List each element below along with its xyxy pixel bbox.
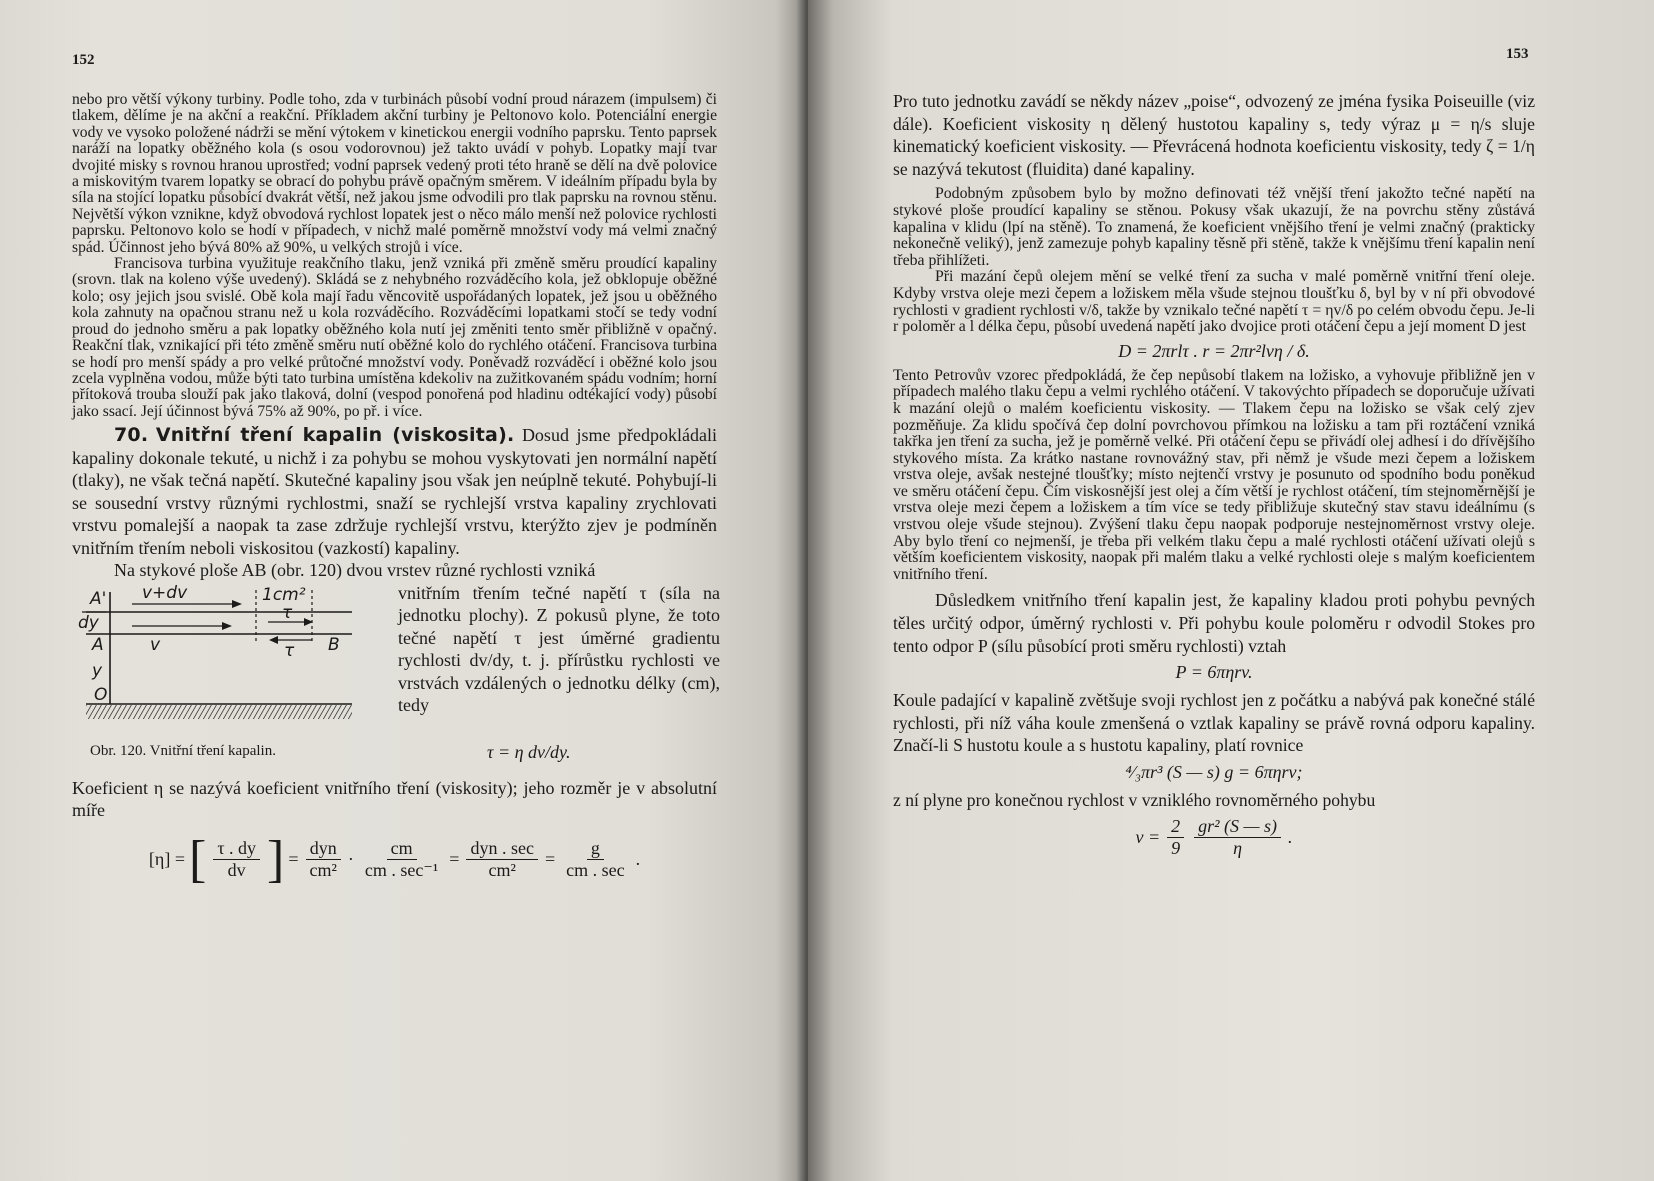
paragraph: Podobným způsobem bylo by možno definovati též vnější tření jakožto tečné napětí na stykové ploše proudící kapaliny se stěnou. Pokusy však ukazují, že na povrchu stěny zůstává kapalina v klidu (lpí na stěně). To znamená, že koeficient vnějšího tření je velmi značný (prakticky nekonečně veliký), jenž zamezuje pohyb kapaliny těsně při stěně, takže k vnějšímu tření kapalin není třeba přihlížeti. <box>893 185 1535 269</box>
label-v-dv: v+dv <box>142 582 188 603</box>
right-text-column <box>893 90 1535 859</box>
paragraph: Koule padající v kapalině zvětšuje svoji rychlost jen z počátku a nabývá pak konečné stálé rychlosti, při níž váha koule zmenšená o vztlak kapaliny se právě rovná odporu kapaliny. Značí-li S hustotu koule a s hustotu kapaliny, platí rovnice <box>893 690 1535 756</box>
fraction <box>562 838 628 881</box>
equals-sign: = <box>288 849 299 870</box>
equals-sign: = <box>544 849 556 870</box>
fraction-numerator: gr² (S — s) <box>1194 816 1281 838</box>
equation-ball: ⁴⁄₃πr³ (S — s) g = 6πηrv; <box>1125 762 1303 782</box>
fraction-numerator: dyn <box>306 838 341 860</box>
fraction-numerator: 2 <box>1167 816 1184 838</box>
fraction <box>1167 816 1184 859</box>
multiply-dot: · <box>347 849 354 870</box>
viscosity-diagram <box>72 582 372 732</box>
figure-block <box>72 582 720 777</box>
label-tau-bottom: τ <box>284 640 295 661</box>
eq-lhs: [η] = <box>148 849 185 870</box>
page-number: 153 <box>1506 46 1529 62</box>
dimension-equation <box>72 830 717 888</box>
label-a: A <box>92 634 104 655</box>
paragraph: Při mazání čepů olejem mění se velké tření za sucha v malé poměrně vnitřní tření oleje. Kdyby vrstva oleje mezi čepem a ložiskem měla všude stejnou tloušťku δ, byl by v ní při obvodové rychlosti v gradient rychlosti v/δ, takže by vznikalo tečné napětí τ = ηv/δ po celém obvodu čepu. Je-li r poloměr a l délka čepu, působí uvedená napětí jako dvojice proti otáčení čepu a její moment D jest <box>893 268 1535 336</box>
label-o: O <box>94 684 108 705</box>
label-1cm2: 1cm² <box>262 584 306 605</box>
equation-velocity <box>893 816 1535 859</box>
page-number: 152 <box>72 52 95 68</box>
equation-d: D = 2πrlτ . r = 2πr²lvη / δ. <box>1118 340 1310 361</box>
paragraph: Na stykové ploše AB (obr. 120) dvou vrstev různé rychlosti vzniká <box>114 560 596 581</box>
fraction <box>1194 816 1281 859</box>
label-tau-top: τ <box>282 602 293 623</box>
label-dy: dy <box>78 612 99 633</box>
period: . <box>1288 826 1293 847</box>
paragraph: Pro tuto jednotku zavádí se někdy název „poise“, odvozený ze jména fysika Poiseuille (viz dále). Koeficient viskosity η dělený hustotou kapaliny s, tedy výraz μ = η/s sluje kinematický koeficient viskosity. — Převrácená hodnota koeficientu viskosity, tedy ζ = 1/η se nazývá tekutost (fluidita) dané kapaliny. <box>893 91 1535 179</box>
fraction-denominator: cm . sec <box>566 860 625 881</box>
left-page <box>0 0 808 1181</box>
paragraph: Důsledkem vnitřního tření kapalin jest, že kapaliny kladou proti pohybu pevných těles určitý odpor, úměrný rychlosti v. Při pohybu koule poloměru r odvodil Stokes pro tento odpor P (sílu působící proti směru rychlosti) vztah <box>893 590 1535 656</box>
fraction <box>213 838 260 881</box>
section-number: 70. <box>114 424 149 447</box>
fraction-numerator: τ . dy <box>213 838 260 860</box>
label-a-prime: A' <box>90 588 107 609</box>
fraction-denominator: cm² <box>488 860 516 881</box>
paragraph: nebo pro větší výkony turbiny. Podle toho, zda v turbinách působí vodní proud nárazem (impulsem) či tlakem, dělíme je na akční a reakční. Příkladem akční turbiny je Peltonovo kolo. Potenciální energie vody ve vysoko položené nádrži se mění výtokem v kinetickou energii vodního paprsku. Tento paprsek naráží na lopatky oběžného kola (s osou vodorovnou) jež takto uvádí v pohyb. Lopatky mají tvar dvojité misky s rovnou hranou uprostřed; vodní paprsek vedený proti této hraně se dělí na dvě polovice a miskovitým tvarem lopatky se obrací do pohybu právě opačným směrem. V ideálním případu byla by síla na stojící lopatku působící dvakrát větší, než jakou jsme odvodili pro tlak paprsku na rovnou stěnu. Největší výkon vznikne, když obvodová rychlost lopatek jest o něco málo menší než polovice rychlosti paprsku. Peltonovo kolo se hodí v případech, v nichž malé poměrně množství vody má velmi značný spád. Účinnost jeho bývá 80% až 90%, u velkých strojů i více. <box>72 91 717 256</box>
fraction-denominator: cm . sec⁻¹ <box>364 860 439 881</box>
label-b: B <box>328 634 340 655</box>
equals-sign: = <box>449 849 460 870</box>
left-text-column <box>72 91 720 888</box>
section-title: Vnitřní tření kapalin (viskosita). <box>155 424 515 447</box>
fraction-numerator: dyn . sec <box>466 838 537 860</box>
fraction-denominator: cm² <box>309 860 337 881</box>
bracket-open: [ <box>188 830 207 888</box>
paragraph: Francisova turbina využituje reakčního tlaku, jenž vzniká při změně směru proudící kapaliny (srovn. tlak na koleno výše uvedený). Skládá se z nehybného rozváděcího kola, jež obklopuje oběžné kolo; osy jejich jsou svislé. Obě kola mají řadu věncovitě uspořádaných lopatek, jež jsou u oběžného kola zahnuty na opačnou stranu než u kola rozváděcího. Rozváděcími lopatkami stočí se tedy vodní proud do jednoho směru a pak lopatky oběžného kola nutí jej změniti tento směr přibližně v opačný. Reakční tlak, vznikající při této změně směru nutí oběžné kolo do rychlého otáčení. Francisova turbina se hodí pro menší spády a pro velké průtočné množství vody. Poněvadž rozváděcí i oběžné kolo jsou zcela vyplněna vodou, může býti tato turbina umístěna kdekoliv na zužitkovaném spádu vodním; horní přítoková trouba slouží pak jako tlaková, dolní (vespod ponořená pod hladinu odtékající vody) působí jako ssací. Její účinnost bývá 75% až 90%, po př. i více. <box>72 255 717 420</box>
section-paragraph <box>72 424 717 559</box>
fraction-denominator: dv <box>227 860 246 881</box>
fraction-denominator: 9 <box>1171 837 1181 858</box>
formula-tau: τ = η dv/dy. <box>487 741 571 762</box>
paragraph: Tento Petrovův vzorec předpokládá, že čep nepůsobí tlakem na ložisko, a vyhovuje přibližně jen v případech malého tlaku čepu a velmi rychlého otáčení. V takovýchto případech se doporučuje užívati k mazání olejů o malém koeficientu viskosity. — Tlakem čepu na ložisko se však celý zjev pozměňuje. Za klidu spočívá čep dolní povrchovou přímkou na ložisku a tam při roztáčení vzniká takřka jen tření za sucha, jež je poměrně velké. Při otáčení čepu se přivádí olej adhesí i do dřívějšího stykového místa. Za krátko nastane rovnovážný stav, při němž je všude mezi čepem a ložiskem vrstva oleje, avšak nestejné tloušťky; místo nejtenčí vrstvy je posunuto od spodního bodu poněkud ve směru otáčení čepu. Čím viskosnější jest olej a čím větší je rychlost otáčení, tím stejnoměrnější je vrstva oleje mezi čepem a ložiskem a tím více se tedy přibližuje skutečný stav stavu ideálnímu (s vrstvou oleje všude stejnou). Zvýšení tlaku čepu naopak podporuje nestejnoměrnost vrstvy oleje. Aby bylo tření co nejmenší, je třeba při velkém tlaku čepu a malé rychlosti otáčení užívati olejů s větším koeficientem viskosity, naopak při malém tlaku a velké rychlosti oleje s malým koeficientem vnitřního tření. <box>893 366 1535 583</box>
fraction <box>306 838 341 881</box>
figure-120 <box>72 582 372 760</box>
fraction <box>466 838 537 881</box>
equation-stokes: P = 6πηrv. <box>1175 662 1253 683</box>
label-v: v <box>150 634 161 655</box>
fraction-numerator: g <box>587 838 604 860</box>
right-page <box>808 0 1654 1181</box>
eq-lhs: v = <box>1135 826 1161 847</box>
fraction-denominator: η <box>1233 837 1243 858</box>
figure-caption: Obr. 120. Vnitřní tření kapalin. <box>90 742 276 759</box>
label-y: y <box>92 660 103 681</box>
paragraph: Koeficient η se nazývá koeficient vnitřního tření (viskosity); jeho rozměr je v absolutní míře <box>72 777 717 821</box>
fraction <box>361 838 442 881</box>
figure-side-text: vnitřním třením tečné napětí τ (síla na jednotku plochy). Z pokusů plyne, že toto tečné napětí τ jest úměrné gradientu rychlosti dv/dy, t. j. přírůstku rychlosti ve vrstvách vzdálených o jednotku délky (cm), tedy <box>398 582 720 716</box>
paragraph: z ní plyne pro konečnou rychlost v vzniklého rovnoměrného pohybu <box>893 790 1376 810</box>
fraction-numerator: cm <box>387 838 417 860</box>
section-text: Dosud jsme předpokládali kapaliny dokonale tekuté, u nichž i za pohybu se mohou vyskytovati jen normální napětí (tlaky), ne však tečná napětí. Skutečné kapaliny jsou však jen neúplně tekuté. Pohybují-li se sousední vrstvy různými rychlostmi, snaží se rychlejší vrstva kapaliny zrychlovati vrstvu pomalejší a naopak ta zase zdržuje rychlejší vrstvu, kterýžto zjev je podmíněn vnitřním třením neboli viskositou (vazkostí) kapaliny. <box>72 425 718 558</box>
bracket-close: ] <box>267 830 285 888</box>
period: . <box>635 849 641 870</box>
